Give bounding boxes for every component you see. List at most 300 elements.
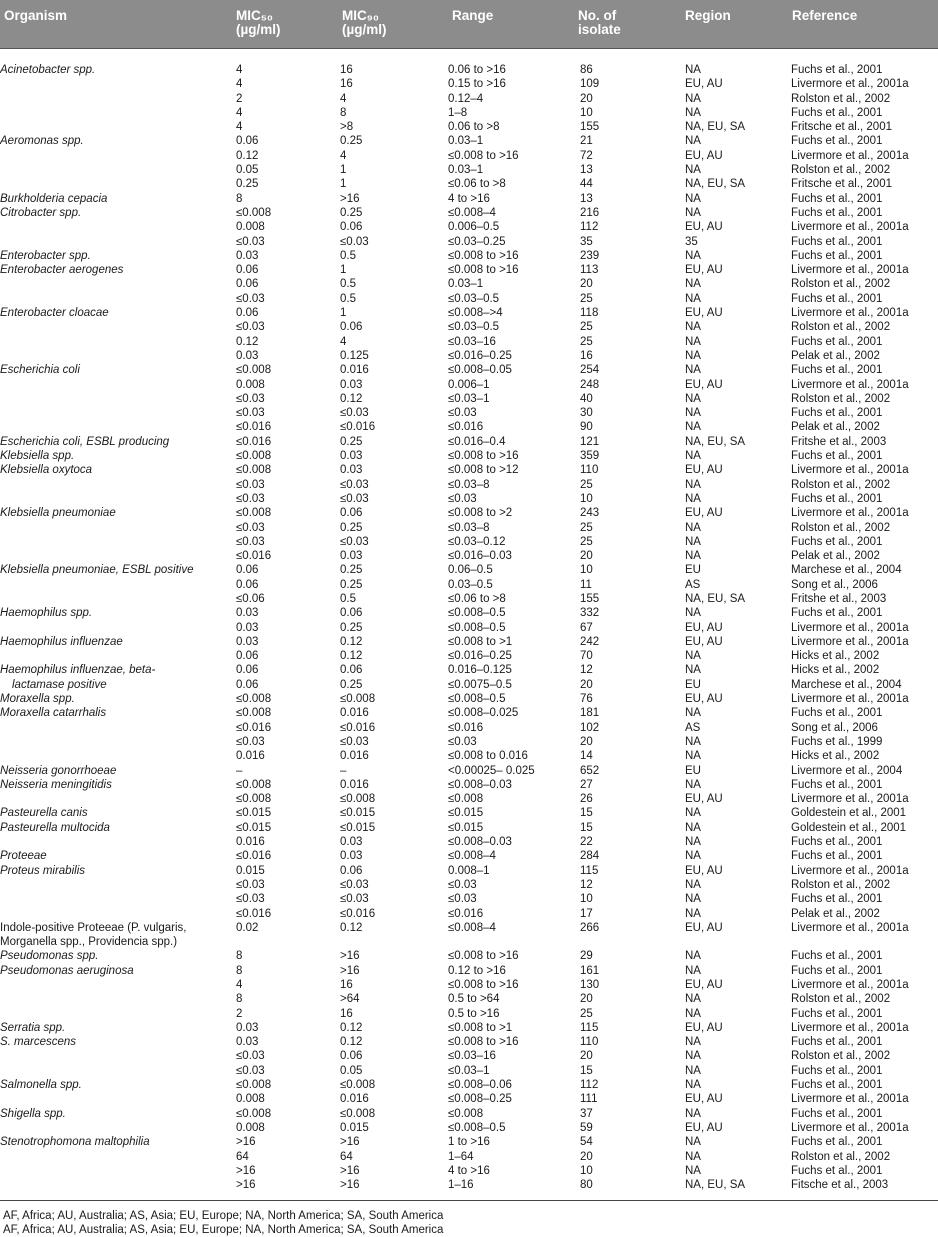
table-row — [0, 892, 938, 906]
cell-n: 20 — [580, 678, 593, 691]
cell-mic50: 0.03 — [236, 249, 259, 262]
cell-ref: Livermore et al., 2001a — [791, 921, 909, 934]
cell-region: NA — [685, 893, 701, 906]
table-row — [0, 606, 938, 620]
cell-mic50: 0.008 — [236, 1093, 265, 1106]
cell-ref: Fuchs et al., 2001 — [791, 492, 883, 505]
cell-region: EU, AU — [685, 864, 723, 877]
cell-ref: Rolston et al., 2002 — [791, 92, 891, 105]
cell-ref: Fuchs et al., 2001 — [791, 1164, 883, 1177]
table-row — [0, 1078, 938, 1092]
cell-region: EU, AU — [685, 264, 723, 277]
cell-ref: Fuchs et al., 2001 — [791, 778, 883, 791]
cell-organism — [0, 120, 236, 134]
cell-range: 0.03–0.5 — [448, 578, 493, 591]
cell-organism: Escherichia coli — [0, 364, 80, 377]
cell-organism: Neisseria meningitidis — [0, 778, 112, 791]
table-row — [0, 649, 938, 663]
cell-mic50: ≤0.03 — [236, 407, 265, 420]
cell-organism — [0, 320, 236, 334]
cell-range: 0.03–1 — [448, 278, 484, 291]
cell-ref: Fritsche et al., 2001 — [791, 178, 892, 191]
cell-n: 54 — [580, 1136, 593, 1149]
cell-ref: Fuchs et al., 2001 — [791, 836, 883, 849]
cell-organism — [0, 549, 236, 563]
cell-ref: Rolston et al., 2002 — [791, 993, 891, 1006]
cell-organism — [0, 878, 236, 892]
cell-range: ≤0.016–0.25 — [448, 349, 512, 362]
cell-mic50: 0.008 — [236, 378, 265, 391]
cell-mic50: 0.008 — [236, 221, 265, 234]
cell-range: ≤0.008–0.5 — [448, 621, 506, 634]
cell-range: ≤0.03 — [448, 407, 477, 420]
cell-n: 13 — [580, 192, 593, 205]
cell-organism — [0, 220, 236, 234]
cell-n: 14 — [580, 750, 593, 763]
table-row — [0, 177, 938, 191]
cell-region: NA — [685, 950, 701, 963]
cell-region: NA — [685, 964, 701, 977]
cell-range: ≤0.008 to >16 — [448, 950, 519, 963]
cell-region: NA — [685, 993, 701, 1006]
cell-mic90: ≤0.03 — [340, 235, 369, 248]
cell-region: EU, AU — [685, 793, 723, 806]
cell-ref: Livermore et al., 2001a — [791, 221, 909, 234]
cell-region: EU, AU — [685, 1121, 723, 1134]
cell-n: 359 — [580, 450, 600, 463]
cell-n: 332 — [580, 607, 600, 620]
cell-mic50: 0.015 — [236, 864, 265, 877]
cell-mic50: 0.03 — [236, 607, 259, 620]
cell-region: NA — [685, 478, 701, 491]
cell-region: NA — [685, 521, 701, 534]
cell-mic50: 0.06 — [236, 564, 259, 577]
cell-range: 0.008–1 — [448, 864, 490, 877]
cell-mic50: ≤0.03 — [236, 735, 265, 748]
cell-organism — [0, 349, 236, 363]
cell-mic50: 0.008 — [236, 1121, 265, 1134]
table-row — [0, 335, 938, 349]
cell-ref: Fuchs et al., 2001 — [791, 707, 883, 720]
cell-range: ≤0.008–0.025 — [448, 707, 519, 720]
cell-ref: Fuchs et al., 2001 — [791, 850, 883, 863]
cell-organism — [0, 1164, 236, 1178]
cell-ref: Fuchs et al., 2001 — [791, 249, 883, 262]
cell-mic50: >16 — [236, 1136, 256, 1149]
table-row — [0, 106, 938, 120]
table-row — [0, 277, 938, 291]
cell-n: 254 — [580, 364, 600, 377]
cell-n: 10 — [580, 893, 593, 906]
cell-range: 1 to >16 — [448, 1136, 490, 1149]
cell-region: NA — [685, 650, 701, 663]
cell-organism — [0, 292, 236, 306]
table-row — [0, 535, 938, 549]
cell-n: 21 — [580, 135, 593, 148]
cell-range: ≤0.016–0.25 — [448, 650, 512, 663]
cell-mic90: 1 — [340, 178, 347, 191]
cell-mic90: 0.12 — [340, 921, 363, 934]
header-mic90: MIC₉₀ (µg/ml) — [342, 8, 387, 37]
cell-mic50: 0.02 — [236, 921, 259, 934]
cell-region: NA — [685, 850, 701, 863]
cell-region: NA — [685, 364, 701, 377]
cell-n: 11 — [580, 578, 592, 591]
cell-region: NA — [685, 421, 701, 434]
cell-ref: Livermore et al., 2001a — [791, 793, 909, 806]
cell-mic50: ≤0.06 — [236, 592, 265, 605]
cell-range: ≤0.008–0.25 — [448, 1093, 512, 1106]
cell-mic90: >16 — [340, 950, 360, 963]
cell-n: 25 — [580, 478, 593, 491]
cell-region: NA — [685, 292, 701, 305]
table-row — [0, 406, 938, 420]
cell-range: ≤0.03 — [448, 893, 477, 906]
cell-n: 15 — [580, 821, 593, 834]
cell-mic50: 2 — [236, 1007, 243, 1020]
table-row — [0, 921, 938, 950]
cell-n: 30 — [580, 407, 593, 420]
table-row — [0, 835, 938, 849]
table-row — [0, 492, 938, 506]
cell-organism: Klebsiella oxytoca — [0, 464, 93, 477]
table-row — [0, 992, 938, 1006]
cell-organism: lactamase positive — [12, 678, 107, 691]
cell-range: ≤0.015 — [448, 821, 484, 834]
cell-n: 40 — [580, 392, 593, 405]
cell-range: ≤0.008 to >16 — [448, 149, 519, 162]
cell-organism: Indole-positive Proteeae (P. vulgaris, Morganella spp., Providencia spp.) — [0, 921, 187, 949]
table-row — [0, 149, 938, 163]
cell-organism — [0, 392, 236, 406]
cell-ref: Fuchs et al., 2001 — [791, 364, 883, 377]
cell-region: NA — [685, 492, 701, 505]
table-row — [0, 1021, 938, 1035]
cell-range: ≤0.06 to >8 — [448, 178, 506, 191]
table-row — [0, 378, 938, 392]
cell-organism — [0, 92, 236, 106]
cell-mic90: 16 — [340, 979, 353, 991]
cell-region: NA — [685, 1150, 701, 1163]
cell-mic50: ≤0.015 — [236, 807, 272, 820]
cell-mic50: 0.06 — [236, 135, 259, 148]
cell-n: 115 — [580, 1021, 599, 1034]
cell-ref: Hicks et al., 2002 — [791, 650, 880, 663]
cell-mic90: 0.5 — [340, 592, 356, 605]
cell-ref: Livermore et al., 2001a — [791, 635, 909, 648]
cell-range: 0.12 to >16 — [448, 964, 506, 977]
cell-range: 0.12–4 — [448, 92, 484, 105]
cell-mic50: ≤0.008 — [236, 1079, 272, 1092]
cell-mic50: 4 — [236, 106, 243, 119]
cell-n: 20 — [580, 92, 593, 105]
cell-region: NA — [685, 249, 701, 262]
cell-ref: Fuchs et al., 2001 — [791, 1136, 883, 1149]
cell-ref: Fuchs et al., 2001 — [791, 1107, 883, 1120]
cell-region: AS — [685, 578, 701, 591]
cell-n: 102 — [580, 721, 600, 734]
cell-range: 0.03–1 — [448, 164, 484, 177]
cell-n: 72 — [580, 149, 593, 162]
cell-n: 10 — [580, 564, 593, 577]
cell-mic90: 0.03 — [340, 850, 363, 863]
cell-ref: Fitsche et al., 2003 — [791, 1179, 889, 1192]
cell-n: 10 — [580, 1164, 593, 1177]
cell-range: 0.03–1 — [448, 135, 484, 148]
cell-ref: Livermore et al., 2001a — [791, 464, 909, 477]
cell-ref: Fuchs et al., 2001 — [791, 135, 883, 148]
cell-n: 15 — [580, 807, 593, 820]
cell-mic90: 0.06 — [340, 321, 363, 334]
cell-range: ≤0.03–0.25 — [448, 235, 506, 248]
table-row — [0, 420, 938, 434]
cell-mic50: 0.06 — [236, 650, 259, 663]
table-row — [0, 821, 938, 835]
cell-n: 25 — [580, 1007, 593, 1020]
cell-organism: Shigella spp. — [0, 1107, 66, 1120]
cell-organism — [0, 749, 236, 763]
cell-organism — [0, 621, 236, 635]
cell-mic90: 1 — [340, 264, 347, 277]
cell-region: EU — [685, 564, 701, 577]
cell-mic50: 0.12 — [236, 149, 259, 162]
cell-mic50: ≤0.03 — [236, 492, 265, 505]
cell-organism: Stenotrophomona maltophilia — [0, 1136, 150, 1149]
cell-region: NA — [685, 535, 701, 548]
cell-n: 20 — [580, 993, 593, 1006]
cell-mic50: 0.25 — [236, 178, 259, 191]
cell-ref: Rolston et al., 2002 — [791, 878, 891, 891]
cell-mic90: 0.12 — [340, 635, 363, 648]
cell-mic90: 0.06 — [340, 507, 363, 520]
table-row — [0, 978, 938, 992]
cell-organism: Enterobacter aerogenes — [0, 264, 124, 277]
cell-range: 1–64 — [448, 1150, 474, 1163]
cell-ref: Pelak et al., 2002 — [791, 907, 880, 920]
cell-range: 0.06–0.5 — [448, 564, 493, 577]
cell-ref: Song et al., 2006 — [791, 578, 878, 591]
cell-n: 109 — [580, 78, 600, 91]
cell-mic90: ≤0.008 — [340, 1107, 376, 1120]
cell-ref: Fuchs et al., 2001 — [791, 1079, 883, 1092]
table-header — [0, 0, 938, 49]
cell-range: ≤0.0075–0.5 — [448, 678, 512, 691]
table-row — [0, 592, 938, 606]
table-row — [0, 849, 938, 863]
cell-organism: Proteus mirabilis — [0, 864, 85, 877]
table-row — [0, 249, 938, 263]
cell-mic50: ≤0.03 — [236, 235, 265, 248]
cell-n: 155 — [580, 121, 600, 134]
cell-ref: Fuchs et al., 2001 — [791, 106, 883, 119]
cell-mic50: 0.03 — [236, 349, 259, 362]
cell-mic50: 0.016 — [236, 750, 265, 763]
cell-n: 44 — [580, 178, 593, 191]
cell-range: ≤0.016 — [448, 721, 484, 734]
cell-mic50: >16 — [236, 1164, 256, 1177]
cell-n: 284 — [580, 850, 600, 863]
cell-mic90: 16 — [340, 1007, 353, 1020]
cell-organism: Burkholderia cepacia — [0, 192, 108, 205]
cell-range: 0.06 to >8 — [448, 121, 500, 134]
cell-mic90: 0.03 — [340, 378, 363, 391]
table-row — [0, 764, 938, 778]
cell-organism — [0, 149, 236, 163]
cell-n: 112 — [580, 221, 599, 234]
cell-range: ≤0.008–4 — [448, 850, 496, 863]
cell-ref: Livermore et al., 2001a — [791, 621, 909, 634]
cell-ref: Fuchs et al., 2001 — [791, 950, 883, 963]
cell-region: NA — [685, 807, 701, 820]
table-row — [0, 735, 938, 749]
cell-range: ≤0.008–>4 — [448, 307, 503, 320]
cell-mic90: ≤0.016 — [340, 421, 376, 434]
cell-mic90: 0.25 — [340, 521, 363, 534]
cell-range: ≤0.015 — [448, 807, 484, 820]
cell-organism: Proteeae — [0, 850, 47, 863]
cell-mic90: ≤0.015 — [340, 807, 376, 820]
cell-ref: Fuchs et al., 2001 — [791, 535, 883, 548]
cell-n: 25 — [580, 521, 593, 534]
cell-n: 10 — [580, 106, 593, 119]
cell-region: NA — [685, 836, 701, 849]
cell-range: ≤0.03–0.5 — [448, 321, 500, 334]
cell-mic50: ≤0.008 — [236, 1107, 272, 1120]
cell-mic90: >16 — [340, 1136, 360, 1149]
table-row — [0, 721, 938, 735]
cell-ref: Livermore et al., 2001a — [791, 864, 909, 877]
cell-mic50: – — [236, 764, 243, 777]
cell-organism: Enterobacter cloacae — [0, 307, 109, 320]
cell-mic90: ≤0.016 — [340, 721, 376, 734]
cell-organism: Pseudomonas aeruginosa — [0, 964, 134, 977]
table-row — [0, 206, 938, 220]
cell-organism: Moraxella spp. — [0, 693, 75, 706]
cell-ref: Fuchs et al., 2001 — [791, 607, 883, 620]
table-row — [0, 864, 938, 878]
cell-range: ≤0.03–1 — [448, 392, 490, 405]
cell-n: 20 — [580, 550, 593, 563]
cell-region: NA — [685, 878, 701, 891]
cell-region: NA — [685, 1050, 701, 1063]
cell-n: 16 — [580, 349, 593, 362]
cell-mic90: 0.5 — [340, 292, 356, 305]
cell-region: EU, AU — [685, 307, 723, 320]
cell-ref: Fuchs et al., 2001 — [791, 292, 883, 305]
header-region: Region — [685, 8, 731, 23]
table-row — [0, 706, 938, 720]
cell-organism — [0, 106, 236, 120]
cell-ref: Fritshe et al., 2003 — [791, 435, 887, 448]
table-row — [0, 235, 938, 249]
cell-organism: Klebsiella pneumoniae, ESBL positive — [0, 564, 194, 577]
cell-region: NA — [685, 450, 701, 463]
cell-ref: Fuchs et al., 2001 — [791, 206, 883, 219]
cell-mic50: 2 — [236, 92, 243, 105]
cell-mic50: 0.06 — [236, 664, 259, 677]
cell-mic50: ≤0.008 — [236, 464, 272, 477]
cell-ref: Marchese et al., 2004 — [791, 678, 902, 691]
cell-n: 17 — [580, 907, 593, 920]
cell-n: 115 — [580, 864, 599, 877]
cell-mic50: 0.06 — [236, 264, 259, 277]
cell-ref: Fuchs et al., 2001 — [791, 1036, 883, 1049]
cell-organism — [0, 378, 236, 392]
cell-range: ≤0.008–0.5 — [448, 607, 506, 620]
cell-region: NA — [685, 1036, 701, 1049]
cell-range: ≤0.016 — [448, 907, 484, 920]
table-row — [0, 1150, 938, 1164]
cell-ref: Fuchs et al., 2001 — [791, 964, 883, 977]
cell-mic90: 0.5 — [340, 278, 356, 291]
cell-organism — [0, 907, 236, 921]
cell-organism: Aeromonas spp. — [0, 135, 84, 148]
cell-n: 10 — [580, 492, 593, 505]
cell-mic50: 4 — [236, 78, 243, 91]
cell-region: NA — [685, 407, 701, 420]
cell-mic90: 4 — [340, 335, 347, 348]
cell-range: ≤0.016–0.4 — [448, 435, 506, 448]
cell-mic50: 0.016 — [236, 836, 265, 849]
cell-region: EU — [685, 678, 701, 691]
cell-ref: Fuchs et al., 2001 — [791, 335, 883, 348]
cell-region: NA — [685, 206, 701, 219]
cell-mic50: ≤0.008 — [236, 450, 272, 463]
cell-organism — [0, 721, 236, 735]
cell-mic90: ≤0.008 — [340, 793, 376, 806]
cell-range: ≤0.008–0.03 — [448, 778, 512, 791]
cell-mic50: ≤0.03 — [236, 392, 265, 405]
cell-region: NA — [685, 750, 701, 763]
cell-mic90: >64 — [340, 993, 360, 1006]
cell-region: NA — [685, 135, 701, 148]
header-reference: Reference — [792, 8, 858, 23]
table-row — [0, 549, 938, 563]
cell-n: 118 — [580, 307, 599, 320]
cell-mic90: 0.25 — [340, 578, 363, 591]
cell-mic50: ≤0.016 — [236, 721, 272, 734]
cell-n: 130 — [580, 979, 600, 991]
cell-range: 4 to >16 — [448, 1164, 490, 1177]
cell-mic50: ≤0.03 — [236, 1050, 265, 1063]
cell-n: 27 — [580, 778, 593, 791]
cell-ref: Rolston et al., 2002 — [791, 321, 891, 334]
table-row — [0, 506, 938, 520]
cell-mic50: ≤0.016 — [236, 435, 272, 448]
cell-ref: Fuchs et al., 1999 — [791, 735, 883, 748]
cell-mic90: >16 — [340, 1164, 360, 1177]
cell-n: 20 — [580, 1150, 593, 1163]
table-row — [0, 1107, 938, 1121]
cell-region: NA — [685, 335, 701, 348]
cell-organism — [0, 163, 236, 177]
table-row — [0, 306, 938, 320]
cell-mic90: 0.25 — [340, 135, 363, 148]
cell-ref: Livermore et al., 2001a — [791, 1093, 909, 1106]
cell-mic50: 0.05 — [236, 164, 259, 177]
table-row — [0, 449, 938, 463]
cell-mic90: ≤0.008 — [340, 693, 376, 706]
cell-mic90: 1 — [340, 307, 347, 320]
cell-ref: Hicks et al., 2002 — [791, 664, 880, 677]
cell-region: NA — [685, 1064, 701, 1077]
cell-ref: Livermore et al., 2001a — [791, 149, 909, 162]
table-bottom-rule — [0, 1200, 938, 1201]
cell-n: 76 — [580, 693, 593, 706]
cell-region: NA — [685, 778, 701, 791]
cell-ref: Pelak et al., 2002 — [791, 349, 880, 362]
cell-mic90: >16 — [340, 1179, 360, 1192]
